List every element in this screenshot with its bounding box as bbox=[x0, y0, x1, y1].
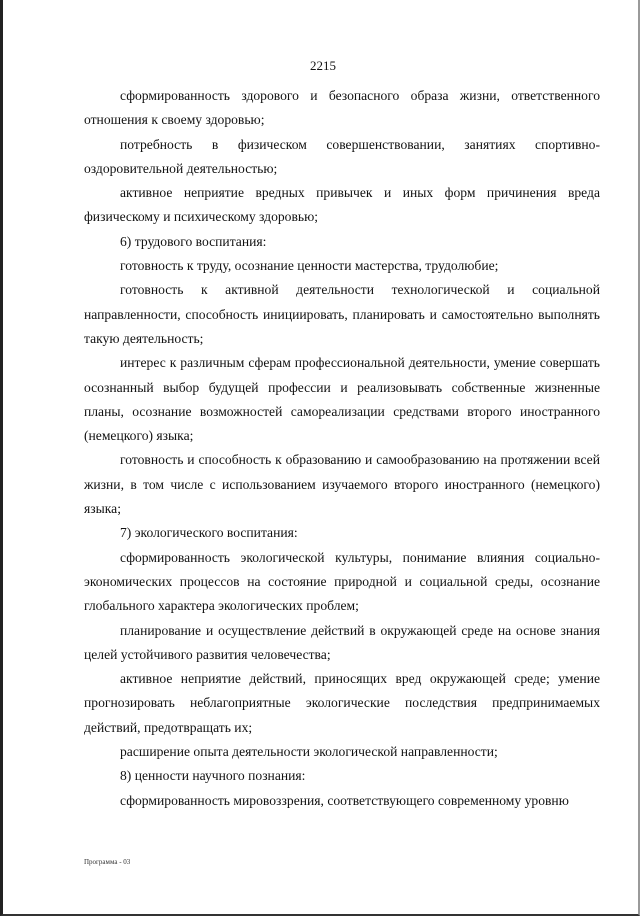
paragraph-12: активное неприятие действий, приносящих вред окружающей среде; умение прогнозировать неблагоприятные экологические последствия предпринимаемых действий, предотвращать их; bbox=[84, 671, 600, 735]
section-heading-8: 8) ценности научного познания: bbox=[120, 768, 306, 784]
paragraph-6: готовность к активной деятельности технологической и социальной направленности, способность инициировать, планировать и самостоятельно выполнять такую деятельность; bbox=[84, 282, 600, 346]
paragraph-1: сформированность здорового и безопасного образа жизни, ответственного отношения к своему здоровью; bbox=[84, 88, 600, 128]
paragraph-7: интерес к различным сферам профессиональной деятельности, умение совершать осознанный выбор будущей профессии и реализовывать собственные жизненные планы, осознание возможностей самореализации средствами второго иностранного (немецкого) языка; bbox=[84, 355, 600, 444]
paragraph-15: сформированность мировоззрения, соответствующего современному уровню bbox=[120, 792, 569, 808]
paragraph-13: расширение опыта деятельности экологической направленности; bbox=[120, 744, 498, 760]
section-heading-7: 7) экологического воспитания: bbox=[120, 525, 298, 541]
page-number: 2215 bbox=[310, 58, 336, 73]
footer-label: Программа - 03 bbox=[84, 858, 131, 866]
paragraph-3: активное неприятие вредных привычек и иных форм причинения вреда физическому и психическому здоровью; bbox=[84, 185, 600, 225]
paragraph-10: сформированность экологической культуры, понимание влияния социально-экономических процессов на состояние природной и социальной среды, осознание глобального характера экологических проблем; bbox=[84, 549, 600, 614]
paragraph-5: готовность к труду, осознание ценности мастерства, трудолюбие; bbox=[120, 258, 499, 274]
paragraph-8: готовность и способность к образованию и самообразованию на протяжении всей жизни, в том числе с использованием изучаемого второго иностранного (немецкого) языка; bbox=[84, 452, 600, 517]
section-heading-6: 6) трудового воспитания: bbox=[120, 233, 267, 249]
paragraph-11: планирование и осуществление действий в окружающей среде на основе знания целей устойчивого развития человечества; bbox=[84, 622, 600, 662]
document-body bbox=[84, 84, 600, 813]
paragraph-2: потребность в физическом совершенствовании, занятиях спортивно-оздоровительной деятельностью; bbox=[84, 136, 600, 176]
